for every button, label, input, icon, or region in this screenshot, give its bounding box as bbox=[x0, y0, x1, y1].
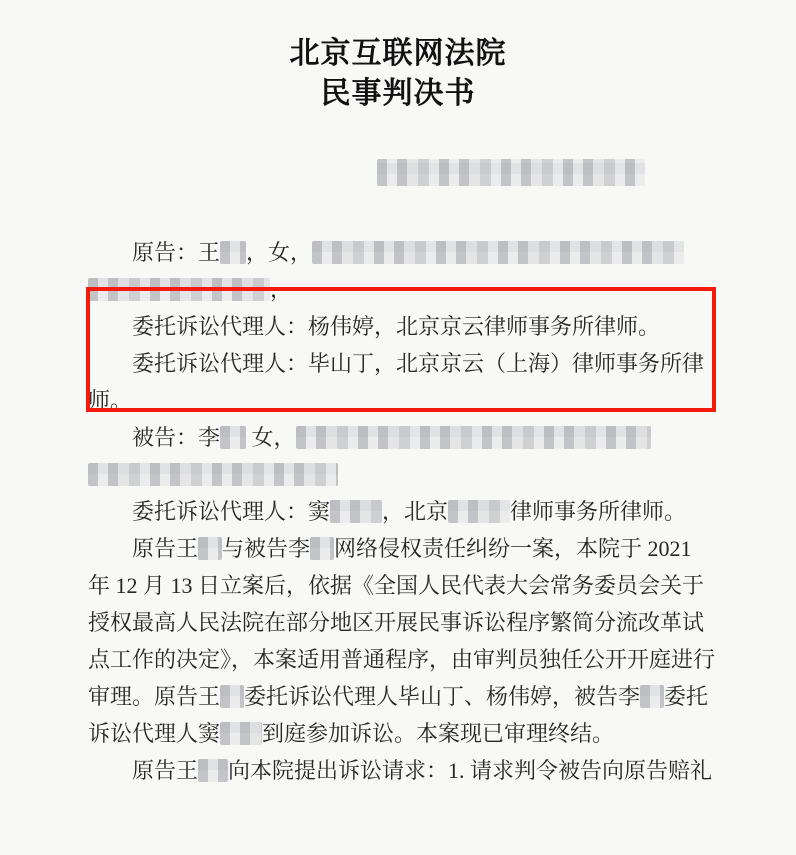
line-text: 与被告李 bbox=[222, 536, 311, 561]
document-line bbox=[88, 530, 708, 567]
case-number-redaction bbox=[377, 159, 645, 186]
line-text: 原告：王 bbox=[132, 240, 221, 265]
document-line bbox=[88, 678, 708, 715]
document-type-title: 民事判决书 bbox=[320, 77, 476, 110]
document-line bbox=[88, 567, 708, 604]
redaction-mosaic bbox=[220, 685, 244, 708]
document-line bbox=[88, 308, 708, 345]
redaction-mosaic bbox=[220, 426, 246, 449]
line-text: 到庭参加诉讼。本案现已审理终结。 bbox=[262, 721, 615, 746]
document-line bbox=[88, 604, 708, 641]
line-text: ， bbox=[270, 277, 293, 302]
redaction-mosaic bbox=[448, 500, 510, 523]
document-line bbox=[88, 382, 708, 419]
redaction-mosaic bbox=[88, 463, 338, 486]
redaction-mosaic bbox=[88, 278, 270, 301]
line-text: ，女， bbox=[246, 240, 313, 265]
line-text: 诉讼代理人窦 bbox=[88, 721, 221, 746]
redaction-mosaic bbox=[198, 759, 228, 782]
line-text: 律师事务所律师。 bbox=[510, 499, 687, 524]
redaction-mosaic bbox=[330, 500, 382, 523]
document-line bbox=[88, 715, 708, 752]
document-line bbox=[88, 752, 713, 789]
document-line bbox=[88, 271, 708, 308]
line-text: 授权最高人民法院在部分地区开展民事诉讼程序繁简分流改革试 bbox=[88, 610, 705, 635]
document-line bbox=[88, 345, 708, 382]
document-lines bbox=[88, 234, 716, 789]
line-text: 点工作的决定》，本案适用普通程序，由审判员独任公开开庭进行 bbox=[88, 647, 716, 672]
redaction-mosaic bbox=[296, 426, 651, 449]
redaction-mosaic bbox=[220, 241, 246, 264]
line-text: 审理。原告王 bbox=[88, 684, 221, 709]
line-text: 被告：李 bbox=[132, 425, 221, 450]
line-text: 委托诉讼代理人：窦 bbox=[132, 499, 331, 524]
line-text: 向本院提出诉讼请求：1. 请求判令被告向原告赔礼 bbox=[228, 758, 713, 783]
document-line bbox=[88, 234, 708, 271]
document-line bbox=[88, 456, 708, 493]
document-line bbox=[88, 419, 708, 456]
line-text: 网络侵权责任纠纷一案，本院于 2021 bbox=[334, 536, 692, 561]
line-text: ，北京 bbox=[382, 499, 449, 524]
line-text: 委托诉讼代理人毕山丁、杨伟婷，被告李 bbox=[244, 684, 641, 709]
document-line bbox=[88, 641, 716, 678]
court-name-title: 北京互联网法院 bbox=[289, 37, 507, 70]
line-text: 原告王 bbox=[132, 758, 199, 783]
line-text: 年 12 月 13 日立案后，依据《全国人民代表大会常务委员会关于 bbox=[88, 573, 705, 598]
line-text: 委托诉讼代理人：毕山丁，北京京云（上海）律师事务所律 bbox=[132, 351, 705, 376]
line-text: 原告王 bbox=[132, 536, 199, 561]
redaction-mosaic bbox=[640, 685, 664, 708]
redaction-mosaic bbox=[198, 537, 222, 560]
document-header bbox=[0, 34, 796, 114]
document-line bbox=[88, 493, 708, 530]
line-text: 师。 bbox=[88, 388, 133, 413]
redaction-mosaic bbox=[310, 537, 334, 560]
redaction-mosaic bbox=[312, 241, 684, 264]
redaction-mosaic bbox=[220, 722, 262, 745]
line-text: 委托诉讼代理人：杨伟婷，北京京云律师事务所律师。 bbox=[132, 314, 661, 339]
line-text: 委托 bbox=[664, 684, 709, 709]
line-text: 女， bbox=[246, 425, 296, 450]
